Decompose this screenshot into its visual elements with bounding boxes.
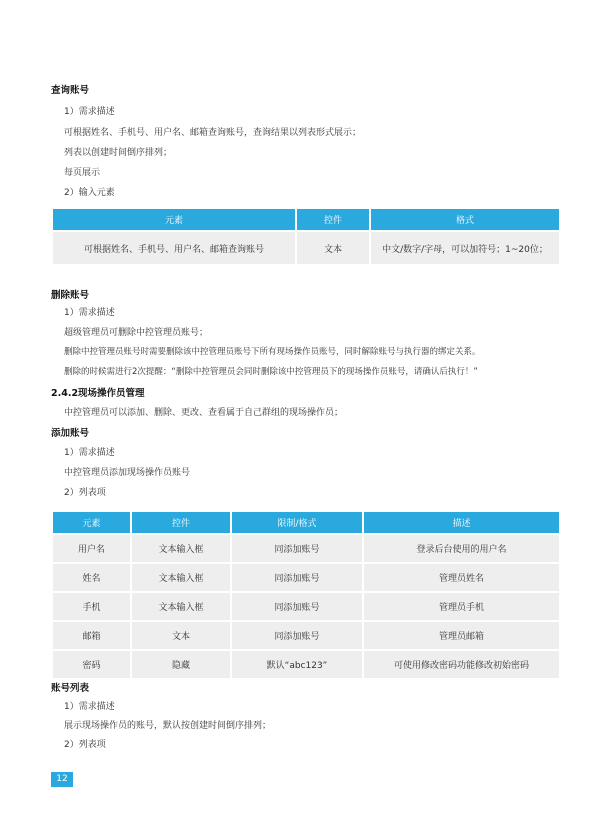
table-cell: 文本	[132, 622, 230, 649]
delete-req-heading: 1）需求描述	[64, 308, 115, 318]
table-header-row	[53, 512, 559, 533]
query-line-3: 每页展示	[64, 168, 101, 178]
table-row	[53, 535, 559, 562]
table-row	[53, 651, 559, 678]
table-cell: 登录后台使用的用户名	[364, 535, 559, 562]
delete-account-heading: 删除账号	[51, 290, 90, 301]
table-cell: 同添加账号	[232, 564, 362, 591]
column-header: 描述	[364, 512, 559, 533]
delete-line-1: 超级管理员可删除中控管理员账号；	[64, 328, 209, 338]
add-account-heading: 添加账号	[51, 428, 90, 439]
table-cell: 同添加账号	[232, 622, 362, 649]
query-req-heading: 1）需求描述	[64, 107, 115, 117]
table-cell: 文本输入框	[132, 593, 230, 620]
table-cell: 文本	[297, 232, 369, 264]
table-cell: 同添加账号	[232, 593, 362, 620]
delete-line-2: 删除中控管理员账号时需要删除该中控管理员账号下所有现场操作员账号，同时解除账号与执行器的绑定关系。	[64, 347, 481, 357]
table-cell: 管理员邮箱	[364, 622, 559, 649]
column-header: 元素	[53, 209, 295, 230]
table-cell: 管理员手机	[364, 593, 559, 620]
query-account-heading: 查询账号	[51, 85, 90, 96]
query-input-heading: 2）输入元素	[64, 188, 115, 198]
column-header: 控件	[132, 512, 230, 533]
list-line-1: 展示现场操作员的账号，默认按创建时间倒序排列；	[64, 721, 272, 731]
table-cell: 默认“abc123”	[232, 651, 362, 678]
delete-line-3: 删除的时候需进行2次提醒：“删除中控管理员会同时删除该中控管理员下的现场操作员账号，请确认后执行！”	[64, 367, 478, 377]
table-cell: 中文/数字/字母，可以加符号；1~20位；	[371, 232, 559, 264]
table-cell: 邮箱	[53, 622, 130, 649]
add-account-table	[51, 510, 561, 680]
table-cell: 手机	[53, 593, 130, 620]
list-list-heading: 2）列表项	[64, 740, 106, 750]
query-line-2: 列表以创建时间倒序排列；	[64, 148, 173, 158]
column-header: 元素	[53, 512, 130, 533]
table-cell: 文本输入框	[132, 535, 230, 562]
operator-management-heading: 2.4.2现场操作员管理	[51, 388, 145, 399]
query-line-1: 可根据姓名、手机号、用户名、邮箱查询账号，查询结果以列表形式展示；	[64, 128, 362, 138]
query-input-table	[51, 207, 561, 266]
table-cell: 隐藏	[132, 651, 230, 678]
table-row	[53, 593, 559, 620]
add-req-heading: 1）需求描述	[64, 448, 115, 458]
table-cell: 同添加账号	[232, 535, 362, 562]
table-cell: 用户名	[53, 535, 130, 562]
table-cell: 可根据姓名、手机号、用户名、邮箱查询账号	[53, 232, 295, 264]
table-cell: 文本输入框	[132, 564, 230, 591]
table-row	[53, 564, 559, 591]
column-header: 控件	[297, 209, 369, 230]
operator-desc: 中控管理员可以添加、删除、更改、查看属于自己群组的现场操作员；	[64, 408, 344, 418]
table-header-row	[53, 209, 559, 230]
add-list-heading: 2）列表项	[64, 488, 106, 498]
table-row	[53, 232, 559, 264]
add-line-1: 中控管理员添加现场操作员账号	[64, 468, 191, 478]
account-list-heading: 账号列表	[51, 683, 90, 694]
table-row	[53, 622, 559, 649]
table-cell: 密码	[53, 651, 130, 678]
column-header: 格式	[371, 209, 559, 230]
table-cell: 管理员姓名	[364, 564, 559, 591]
table-cell: 姓名	[53, 564, 130, 591]
table-cell: 可使用修改密码功能修改初始密码	[364, 651, 559, 678]
list-req-heading: 1）需求描述	[64, 702, 115, 712]
page-number: 12	[51, 772, 73, 787]
column-header: 限制/格式	[232, 512, 362, 533]
